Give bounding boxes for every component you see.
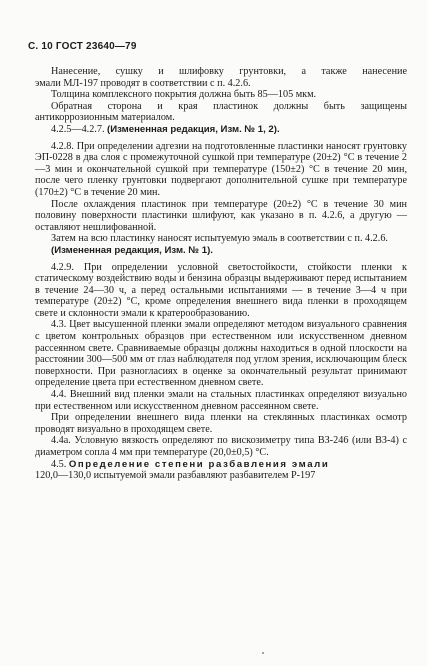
paragraph-application: Нанесение, сушку и шлифовку грунтовки, а также нанесение [51,66,407,77]
paragraph-4-4a: 4.4а. Условную вязкость определяют по вискозиметру типа ВЗ-246 (или ВЗ-4) с диаметром сопла 4 мм при температуре (20,0±0,5) °С. [35,435,407,458]
paragraph-4-2-5 [35,124,407,136]
paragraph-glass-plates: При определении внешнего вида пленки на стеклянных пластинках осмотр проводят визуально в проходящем свете. [35,412,407,435]
paragraph-4-5 [35,459,407,471]
paragraph-cooling: После охлаждения пластинок при температуре (20±2) °С в течение 30 мин половину поверхности пластинки шлифуют, как указано в п. 4.2.6, а другую — оставляют нешлифованной. [35,198,407,233]
paragraph-application-cont: эмали МЛ-197 проводят в соответствии с п. 4.2.6. [35,77,251,89]
document-body [35,66,407,482]
section-heading-dilution: Определение степени разбавления эмали [68,458,330,470]
paragraph-4-4: 4.4. Внешний вид пленки эмали на стальных пластинках определяют визуально при естественном или искусственном дневном рассеянном свете. [35,389,407,412]
paragraph-4-2-8: 4.2.8. При определении адгезии на подготовленные пластинки наносят грунтовку ЭП-0228 в два слоя с промежуточной сушкой при температуре (20±2) °С в течение 2—3 мин и окончательной сушкой при температуре (150±2) °С в течение 20 мин, после чего пленку грунтовки подвергают дополнительной сушке при температуре (170±2) °С в течение 20 мин. [35,140,407,198]
paragraph-4-2-9: 4.2.9. При определении условной светостойкости, стойкости пленки к статическому воздействию воды и бензина образцы выдерживают перед испытанием в течение 24—30 ч, а перед остальными испытаниями — в течение 3—4 ч при температуре (20±2) °С, кроме определения внешнего вида пленки в проходящем свете и склонности эмали к кратерообразованию. [35,261,407,319]
paragraph-reverse-side-cont: антикоррозионным материалом. [35,112,175,124]
amendment-note: (Измененная редакция, Изм. № 1, 2). [107,123,280,135]
paragraph-4-3: 4.3. Цвет высушенной пленки эмали определяют методом визуального сравнения с цветом контрольных образцов при естественном или искусственном дневном рассеянном свете. Сравниваемые образцы должны находиться в одной плоскости на расстоянии 300—500 мм от глаз наблюдателя под углом зрения, исключающим блеск поверхности. При разногласиях в оценке за окончательный результат принимают определение цвета при естественном дневном свете. [35,319,407,389]
clause-number-4-5: 4.5. [51,458,67,470]
scan-speck [262,652,264,654]
paragraph-dilution-text: 120,0—130,0 испытуемой эмали разбавляют разбавителем Р-197 [35,470,316,482]
page-header: С. 10 ГОСТ 23640—79 [28,41,137,52]
paragraph-reverse-side: Обратная сторона и края пластинок должны быть защищены [51,100,407,112]
clause-number: 4.2.5—4.2.7. [51,123,105,135]
amendment-note-2: (Измененная редакция, Изм. № 1). [51,244,213,256]
paragraph-thickness: Толщина комплексного покрытия должна быть 85—105 мкм. [51,89,317,101]
paragraph-enamel-application: Затем на всю пластинку наносят испытуемую эмаль в соответствии с п. 4.2.6. [51,233,388,245]
